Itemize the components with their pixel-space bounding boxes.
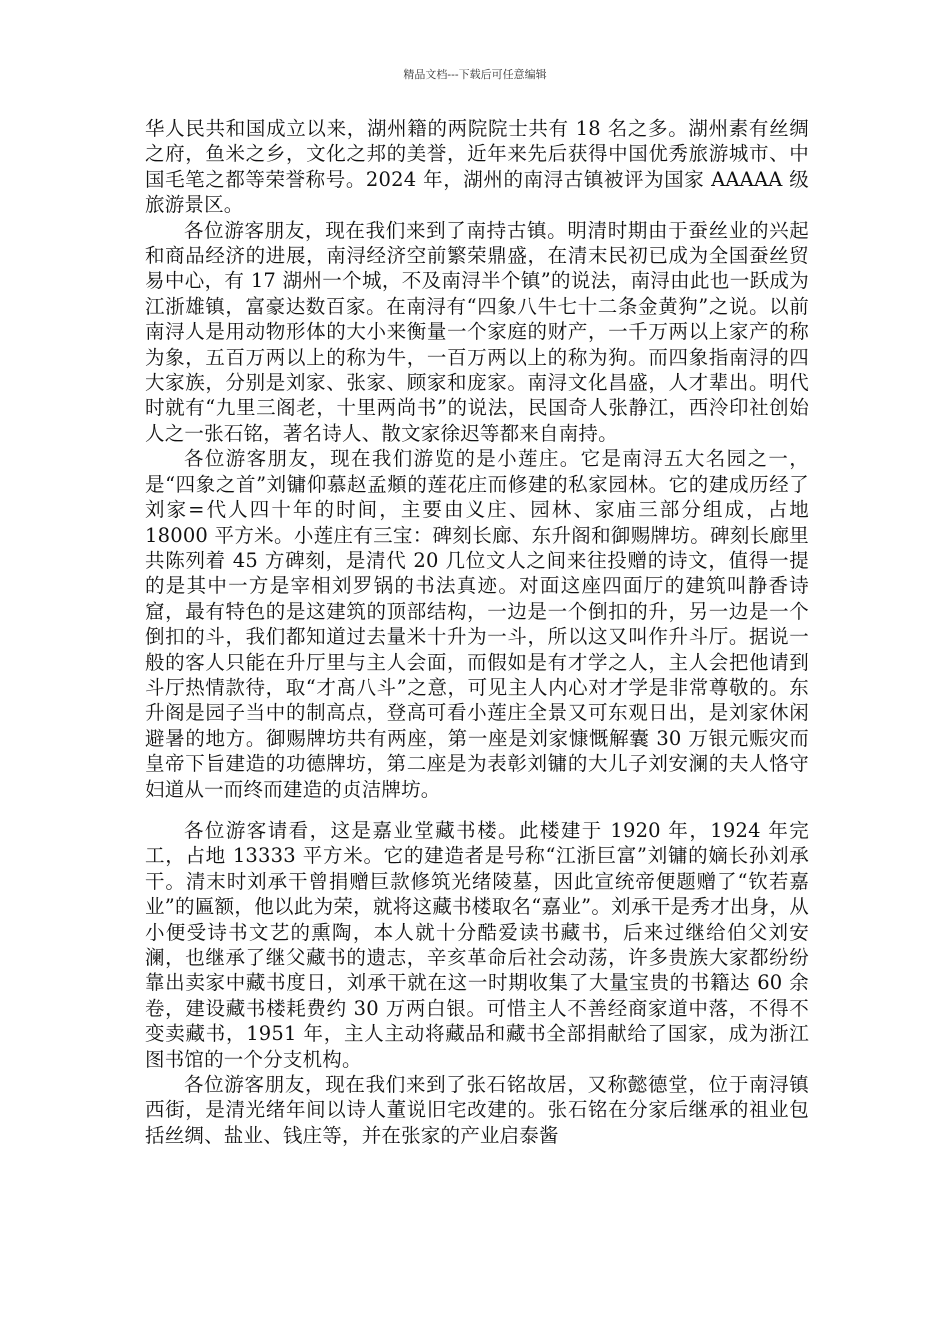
document-body: [145, 116, 809, 1148]
paragraph: 各位游客朋友，现在我们游览的是小莲庄。它是南浔五大名园之一，是“四象之首”刘镛仰慕赵孟頫的莲花庄而修建的私家园林。它的建成历经了刘家=代人四十年的时间，主要由义庄、园林、家庙三部分组成，占地 18000 平方米。小莲庄有三宝：碑刻长廊、东升阁和御赐牌坊。碑刻长廊里共陈列着 45 方碑刻，是清代 20 几位文人之间来往投赠的诗文，值得一提的是其中一方是宰相刘罗锅的书法真迹。对面这座四面厅的建筑叫静香诗窟，最有特色的是这建筑的顶部结构，一边是一个倒扣的升，另一边是一个倒扣的斗，我们都知道过去量米十升为一斗，所以这又叫作升斗厅。据说一般的客人只能在升厅里与主人会面，而假如是有才学之人，主人会把他请到斗厅热情款待，取“才髙八斗”之意，可见主人内心对才学是非常尊敬的。东升阁是园子当中的制高点，登高可看小莲庄全景又可东观日出，是刘家休闲避暑的地方。御赐牌坊共有两座，第一座是刘家慷慨解囊 30 万银元赈灾而皇帝下旨建造的功德牌坊，第二座是为表彰刘镛的大儿子刘安澜的夫人恪守妇道从一而终而建造的贞洁牌坊。: [145, 447, 809, 801]
page-header: 精品文档---下载后可任意编辑: [403, 68, 547, 81]
paragraph: 华人民共和国成立以来，湖州籍的两院院士共有 18 名之多。湖州素有丝绸之府，鱼米之乡，文化之邦的美誉，近年来先后获得中国优秀旅游城市、中国毛笔之都等荣誉称号。2024 年，湖州的南浔古镇被评为国家 AAAAA 级旅游景区。: [145, 117, 809, 217]
paragraph: 各位游客朋友，现在我们来到了张石铭故居，又称懿德堂，位于南浔镇西街，是清光绪年间以诗人董说旧宅改建的。张石铭在分家后继承的祖业包括丝绸、盐业、钱庄等，并在张家的产业启泰酱: [145, 1073, 809, 1147]
paragraph: 各位游客朋友，现在我们来到了南持古镇。明清时期由于蚕丝业的兴起和商品经济的进展，南浔经济空前繁荣鼎盛，在清末民初已成为全国蚕丝贸易中心，有 17 湖州一个城，不及南浔半个镇”的说法，南浔由此也一跃成为江浙雄镇，富豪达数百家。在南浔有“四象八牛七十二条金黄狗”之说。以前南浔人是用动物形体的大小来衡量一个家庭的财产，一千万两以上家产的称为象，五百万两以上的称为牛，一百万两以上的称为狗。而四象指南浔的四大家族，分别是刘家、张家、顾家和庞家。南浔文化昌盛，人才辈出。明代时就有“九里三阁老，十里两尚书”的说法，民国奇人张静江，西泠印社创始人之一张石铭，著名诗人、散文家徐迟等都来自南持。: [145, 218, 809, 445]
paragraph: 各位游客请看，这是嘉业堂藏书楼。此楼建于 1920 年，1924 年完工，占地 13333 平方米。它的建造者是号称“江浙巨富”刘镛的嫡长孙刘承干。清末时刘承干曾捐赠巨款修筑光绪陵墓，因此宣统帝便题赠了“钦若嘉业”的匾额，他以此为荣，就将这藏书楼取名“嘉业”。刘承干是秀才出身，从小便受诗书文艺的熏陶，本人就十分酷爱读书藏书，后来过继给伯父刘安澜，也继承了继父藏书的遗志，辛亥革命后社会动荡，许多贵族大家都纷纷靠出卖家中藏书度日，刘承干就在这一时期收集了大量宝贵的书籍达 60 余卷，建设藏书楼耗费约 30 万两白银。可惜主人不善经商家道中落，不得不变卖藏书，1951 年，主人主动将藏品和藏书全部捐献给了国家，成为浙江图书馆的一个分支机构。: [145, 818, 809, 1071]
